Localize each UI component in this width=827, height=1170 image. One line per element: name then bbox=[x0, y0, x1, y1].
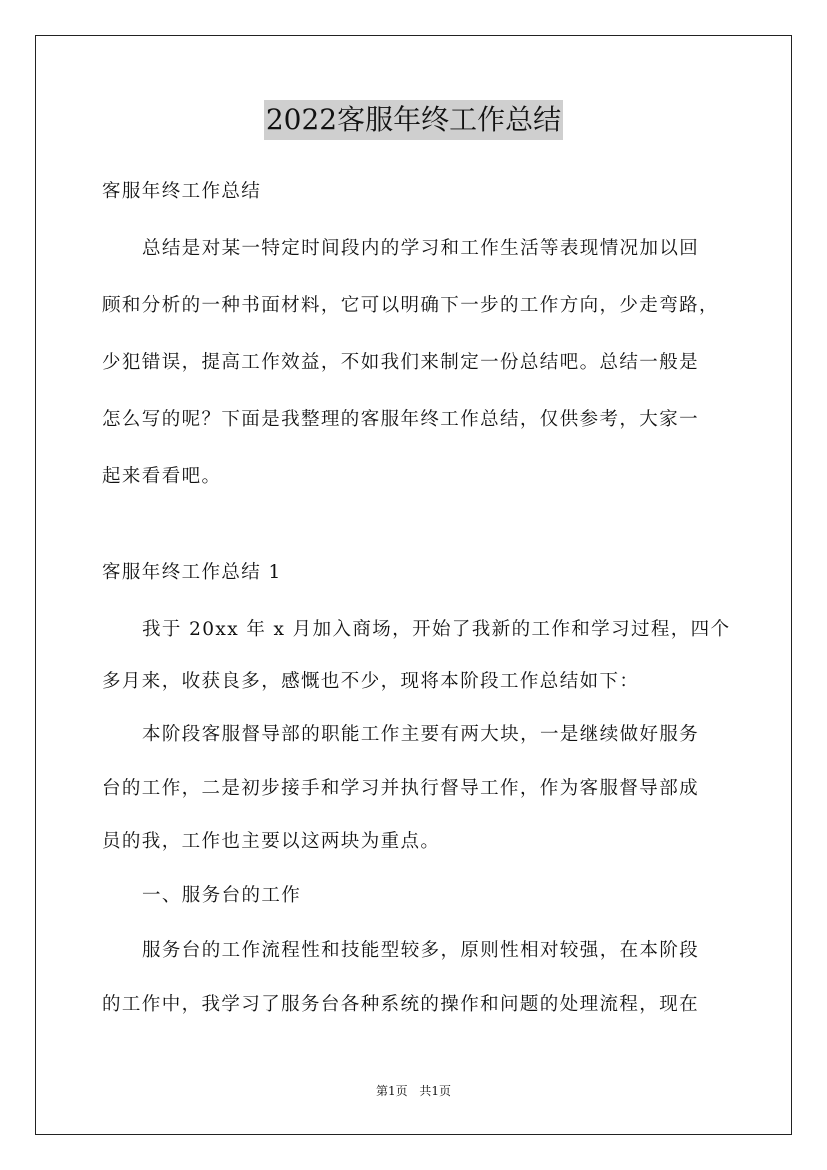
section-heading: 客服年终工作总结 1 bbox=[102, 562, 282, 583]
title-container bbox=[0, 100, 827, 140]
page-footer bbox=[0, 1083, 827, 1099]
paragraph-line: 员的我，工作也主要以这两块为重点。 bbox=[102, 831, 441, 852]
paragraph-line: 起来看看吧。 bbox=[102, 466, 222, 487]
paragraph-line: 服务台的工作流程性和技能型较多，原则性相对较强，在本阶段 bbox=[142, 940, 700, 961]
paragraph-line: 少犯错误，提高工作效益，不如我们来制定一份总结吧。总结一般是 bbox=[102, 352, 700, 373]
total-pages: 共1页 bbox=[419, 1084, 452, 1098]
page-number: 第1页 bbox=[375, 1084, 408, 1098]
paragraph-line: 的工作中，我学习了服务台各种系统的操作和问题的处理流程，现在 bbox=[102, 994, 700, 1015]
paragraph-line: 多月来，收获良多，感慨也不少，现将本阶段工作总结如下： bbox=[102, 671, 640, 692]
paragraph-line: 本阶段客服督导部的职能工作主要有两大块，一是继续做好服务 bbox=[142, 724, 700, 745]
paragraph-line: 台的工作，二是初步接手和学习并执行督导工作，作为客服督导部成 bbox=[102, 778, 700, 799]
paragraph-line: 总结是对某一特定时间段内的学习和工作生活等表现情况加以回 bbox=[142, 238, 700, 259]
document-title: 2022客服年终工作总结 bbox=[264, 100, 563, 140]
section-heading: 客服年终工作总结 bbox=[102, 181, 262, 202]
paragraph-line: 顾和分析的一种书面材料，它可以明确下一步的工作方向，少走弯路， bbox=[102, 295, 719, 316]
paragraph-line: 我于 20xx 年 x 月加入商场，开始了我新的工作和学习过程，四个 bbox=[142, 619, 731, 640]
subsection-heading: 一、服务台的工作 bbox=[142, 885, 302, 906]
paragraph-line: 怎么写的呢？下面是我整理的客服年终工作总结，仅供参考，大家一 bbox=[102, 409, 700, 430]
